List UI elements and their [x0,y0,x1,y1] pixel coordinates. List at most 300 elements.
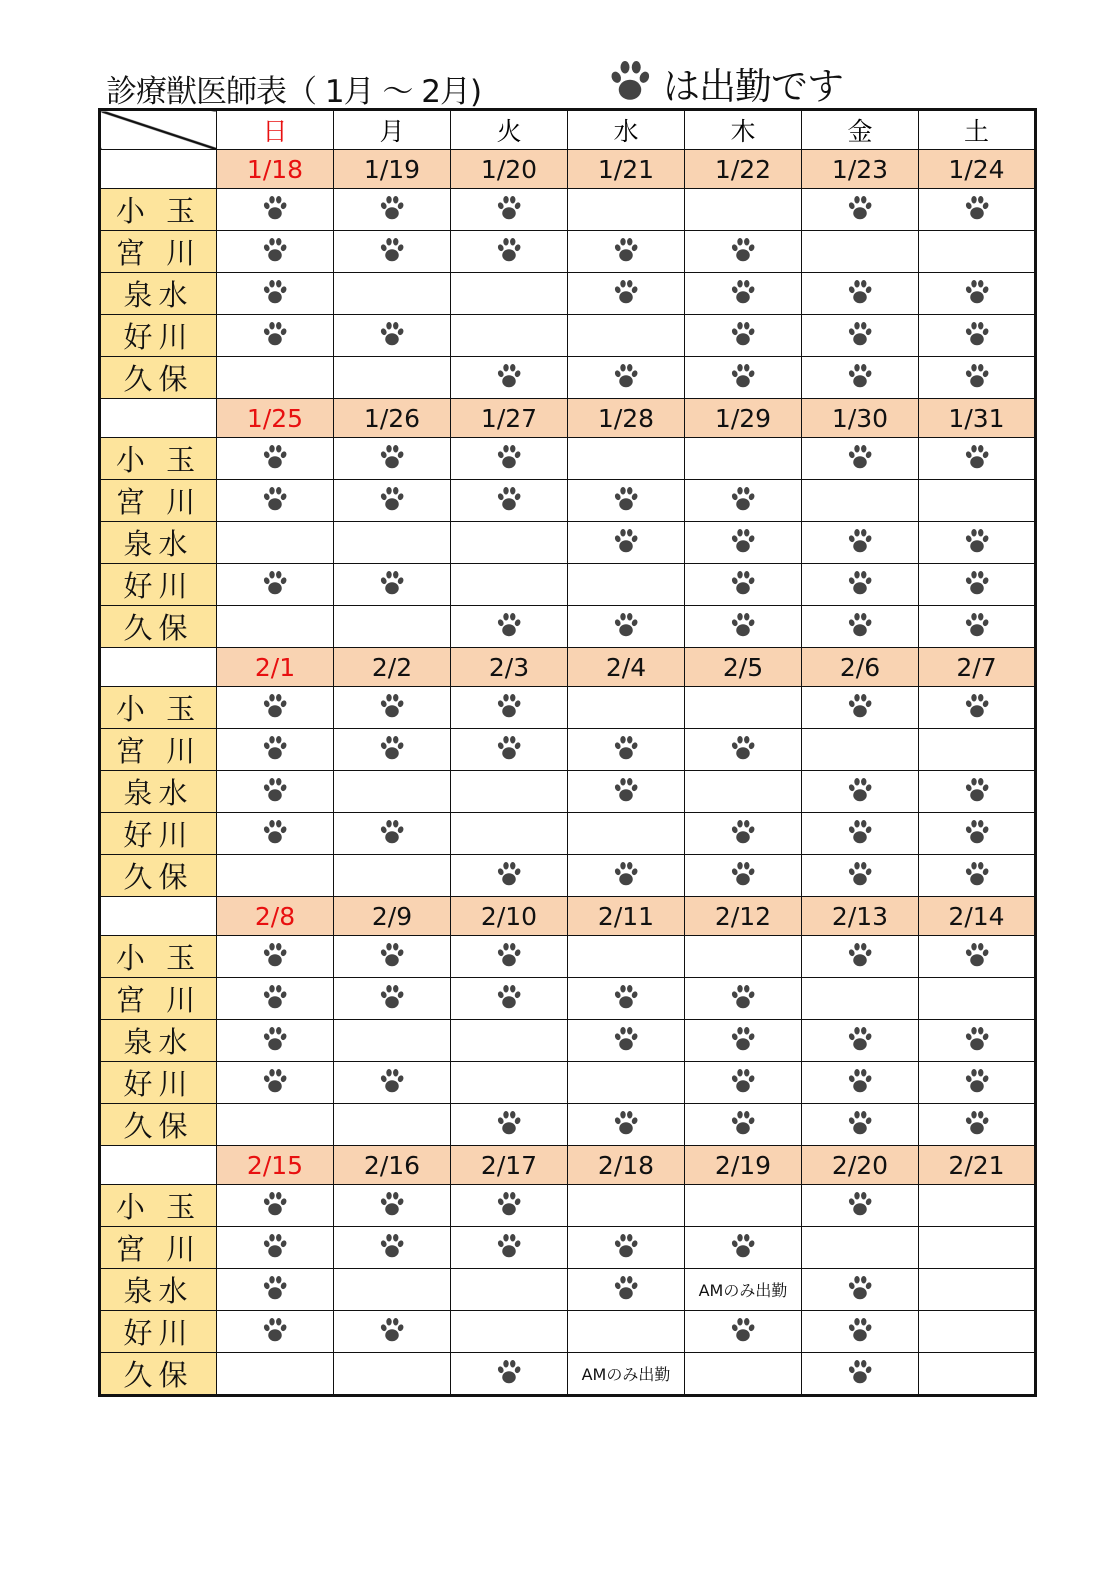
doctor-name: 久保 [100,1104,217,1146]
doctor-row [100,936,1036,978]
paw-icon [962,610,992,644]
doctor-row [100,564,1036,606]
shift-cell [919,438,1036,480]
shift-cell [217,813,334,855]
shift-cell [451,1269,568,1311]
paw-icon [494,193,524,227]
paw-icon [845,610,875,644]
date-cell: 1/28 [568,399,685,438]
shift-cell [802,1227,919,1269]
shift-cell [568,189,685,231]
paw-icon [845,277,875,311]
paw-icon [377,1315,407,1349]
date-cell: 2/10 [451,897,568,936]
paw-icon [260,319,290,353]
shift-cell [451,438,568,480]
date-row [100,399,1036,438]
shift-cell [334,231,451,273]
shift-cell [334,1104,451,1146]
shift-cell [451,1185,568,1227]
date-cell: 1/25 [217,399,334,438]
weekday-header-row [100,110,1036,150]
paw-icon [260,775,290,809]
paw-icon [728,1066,758,1100]
doctor-row [100,855,1036,897]
shift-cell [217,231,334,273]
shift-cell [919,1185,1036,1227]
paw-icon [728,1024,758,1058]
shift-cell [334,771,451,813]
shift-cell [451,978,568,1020]
blank-cell [100,648,217,687]
doctor-row [100,729,1036,771]
doctor-name: 好川 [100,564,217,606]
blank-cell [100,897,217,936]
shift-cell [568,1269,685,1311]
shift-cell [685,1104,802,1146]
paw-icon [377,1189,407,1223]
shift-cell [568,1104,685,1146]
date-cell: 1/20 [451,150,568,189]
paw-icon [494,982,524,1016]
paw-icon [962,859,992,893]
shift-cell [568,687,685,729]
shift-cell [802,231,919,273]
paw-icon [260,442,290,476]
paw-icon [845,940,875,974]
date-cell: 2/18 [568,1146,685,1185]
shift-cell [919,936,1036,978]
shift-cell [919,855,1036,897]
paw-icon [611,1273,641,1307]
paw-icon [962,940,992,974]
weekday-wed: 水 [568,110,685,150]
shift-cell [919,480,1036,522]
paw-icon [377,817,407,851]
doctor-row [100,1020,1036,1062]
shift-cell [568,771,685,813]
shift-cell [802,687,919,729]
doctor-name: 宮 川 [100,231,217,273]
paw-icon [260,733,290,767]
shift-cell [802,813,919,855]
paw-icon [845,319,875,353]
shift-cell [802,357,919,399]
paw-icon [845,193,875,227]
doctor-row [100,771,1036,813]
shift-cell [685,1227,802,1269]
shift-cell [334,855,451,897]
shift-cell [919,522,1036,564]
page-title: 診療獣医師表（ 1月 ～ 2月) [106,74,482,110]
paw-icon [728,1231,758,1265]
shift-cell [685,855,802,897]
paw-icon [611,526,641,560]
date-cell: 2/7 [919,648,1036,687]
doctor-row [100,1227,1036,1269]
shift-cell [451,1020,568,1062]
shift-cell [685,273,802,315]
shift-cell [919,1062,1036,1104]
paw-icon [845,1024,875,1058]
shift-cell [217,729,334,771]
shift-cell [334,564,451,606]
date-cell: 2/8 [217,897,334,936]
shift-cell [919,606,1036,648]
doctor-row [100,1185,1036,1227]
date-cell: 1/21 [568,150,685,189]
paw-icon [611,361,641,395]
date-cell: 1/24 [919,150,1036,189]
paw-icon [611,484,641,518]
paw-icon [494,1189,524,1223]
paw-icon [260,277,290,311]
shift-cell [451,231,568,273]
shift-cell [334,687,451,729]
shift-cell [685,978,802,1020]
shift-cell [919,564,1036,606]
shift-cell [802,564,919,606]
date-cell: 2/12 [685,897,802,936]
paw-icon [845,361,875,395]
shift-cell [802,1020,919,1062]
paw-icon [962,568,992,602]
paw-icon [377,235,407,269]
shift-cell [334,1185,451,1227]
shift-cell [334,1311,451,1353]
shift-cell [802,1185,919,1227]
paw-icon [611,982,641,1016]
paw-icon [260,1273,290,1307]
shift-cell [217,687,334,729]
doctor-row [100,606,1036,648]
shift-cell [919,315,1036,357]
shift-cell [334,273,451,315]
doctor-name: 好川 [100,315,217,357]
paw-icon [494,691,524,725]
shift-cell [217,1269,334,1311]
paw-icon [260,691,290,725]
paw-icon [962,1066,992,1100]
doctor-name: 久保 [100,357,217,399]
paw-icon [728,610,758,644]
doctor-row [100,1311,1036,1353]
shift-cell [217,189,334,231]
doctor-row [100,1104,1036,1146]
shift-cell [919,729,1036,771]
shift-cell [451,813,568,855]
date-cell: 2/19 [685,1146,802,1185]
date-row [100,1146,1036,1185]
paw-icon [728,568,758,602]
shift-cell [451,315,568,357]
paw-icon [260,1024,290,1058]
shift-cell [217,1185,334,1227]
paw-icon [962,361,992,395]
shift-cell [217,1020,334,1062]
doctor-name: 小 玉 [100,936,217,978]
doctor-name: 宮 川 [100,1227,217,1269]
paw-icon [377,733,407,767]
paw-icon [728,1315,758,1349]
shift-cell [451,1353,568,1396]
shift-cell [802,189,919,231]
date-cell: 2/15 [217,1146,334,1185]
paw-icon [377,1231,407,1265]
shift-cell [568,606,685,648]
shift-cell [685,1020,802,1062]
paw-icon [611,1231,641,1265]
shift-cell [802,480,919,522]
doctor-name: 泉水 [100,522,217,564]
paw-icon [377,982,407,1016]
shift-cell [334,813,451,855]
paw-icon [605,56,655,110]
weekday-tue: 火 [451,110,568,150]
shift-cell [802,606,919,648]
shift-cell [451,687,568,729]
paw-icon [260,568,290,602]
paw-icon [728,361,758,395]
doctor-name: 久保 [100,606,217,648]
shift-cell [451,606,568,648]
paw-icon [494,235,524,269]
paw-icon [260,193,290,227]
shift-cell [334,1020,451,1062]
shift-cell [334,1269,451,1311]
doctor-row [100,357,1036,399]
paw-icon [494,442,524,476]
paw-icon [845,691,875,725]
date-cell: 2/13 [802,897,919,936]
doctor-row [100,522,1036,564]
shift-cell [217,522,334,564]
shift-cell [217,1227,334,1269]
shift-cell [685,189,802,231]
shift-cell [451,357,568,399]
shift-cell [217,480,334,522]
shift-note: AMのみ出勤 [568,1353,685,1396]
shift-cell [568,855,685,897]
shift-cell [451,1062,568,1104]
doctor-name: 好川 [100,1311,217,1353]
paw-icon [728,817,758,851]
paw-icon [845,442,875,476]
date-cell: 2/17 [451,1146,568,1185]
shift-cell [802,855,919,897]
date-row [100,897,1036,936]
date-cell: 2/3 [451,648,568,687]
shift-cell [802,522,919,564]
weekday-thu: 木 [685,110,802,150]
paw-icon [845,1315,875,1349]
doctor-row [100,273,1036,315]
shift-cell [802,1311,919,1353]
shift-cell [685,771,802,813]
shift-cell [217,606,334,648]
shift-cell [451,771,568,813]
paw-icon [377,319,407,353]
shift-cell [685,813,802,855]
paw-icon [728,859,758,893]
doctor-row [100,813,1036,855]
paw-icon [962,277,992,311]
paw-icon [611,1108,641,1142]
weekday-mon: 月 [334,110,451,150]
shift-cell [568,1062,685,1104]
shift-cell [217,438,334,480]
paw-icon [845,859,875,893]
doctor-name: 宮 川 [100,729,217,771]
date-cell: 2/21 [919,1146,1036,1185]
shift-cell [802,315,919,357]
paw-icon [962,442,992,476]
shift-cell [568,231,685,273]
shift-cell [568,729,685,771]
paw-icon [377,940,407,974]
legend-text: は出勤です [663,65,843,108]
shift-cell [802,771,919,813]
shift-cell [451,564,568,606]
doctor-name: 宮 川 [100,480,217,522]
paw-icon [377,691,407,725]
paw-icon [962,1024,992,1058]
shift-cell [568,1227,685,1269]
shift-cell [802,1269,919,1311]
paw-icon [728,235,758,269]
shift-cell [217,564,334,606]
shift-cell [451,522,568,564]
shift-cell [919,273,1036,315]
paw-icon [260,1315,290,1349]
paw-icon [377,484,407,518]
shift-cell [568,1185,685,1227]
shift-cell [685,315,802,357]
doctor-name: 泉水 [100,1020,217,1062]
shift-cell [217,357,334,399]
date-cell: 1/23 [802,150,919,189]
weekday-fri: 金 [802,110,919,150]
doctor-row [100,1062,1036,1104]
shift-cell [217,855,334,897]
shift-cell [919,771,1036,813]
paw-icon [728,484,758,518]
doctor-name: 宮 川 [100,978,217,1020]
paw-icon [962,1108,992,1142]
shift-cell [919,1227,1036,1269]
shift-cell [568,813,685,855]
paw-icon [845,1108,875,1142]
shift-cell [568,978,685,1020]
shift-cell [451,936,568,978]
shift-cell [919,357,1036,399]
date-cell: 1/26 [334,399,451,438]
doctor-row [100,480,1036,522]
shift-cell [334,978,451,1020]
shift-cell [217,978,334,1020]
doctor-name: 久保 [100,855,217,897]
shift-cell [451,1104,568,1146]
shift-cell [334,480,451,522]
shift-cell [568,522,685,564]
shift-cell [451,480,568,522]
paw-icon [845,1273,875,1307]
shift-cell [451,1311,568,1353]
shift-cell [568,1020,685,1062]
paw-icon [728,733,758,767]
paw-icon [494,733,524,767]
date-cell: 2/4 [568,648,685,687]
paw-icon [260,1189,290,1223]
paw-icon [611,775,641,809]
shift-cell [802,438,919,480]
shift-cell [217,273,334,315]
doctor-row [100,315,1036,357]
shift-cell [568,936,685,978]
doctor-name: 小 玉 [100,687,217,729]
doctor-name: 好川 [100,813,217,855]
shift-cell [334,606,451,648]
shift-cell [217,1311,334,1353]
paw-icon [494,940,524,974]
shift-cell [217,1104,334,1146]
paw-icon [728,319,758,353]
weekday-sat: 土 [919,110,1036,150]
paw-icon [377,193,407,227]
paw-icon [962,691,992,725]
date-cell: 2/16 [334,1146,451,1185]
doctor-row [100,189,1036,231]
shift-cell [451,273,568,315]
paw-icon [494,859,524,893]
doctor-name: 泉水 [100,273,217,315]
shift-cell [802,1104,919,1146]
paw-icon [494,610,524,644]
date-cell: 2/5 [685,648,802,687]
paw-icon [611,859,641,893]
doctor-row [100,1353,1036,1396]
paw-icon [377,568,407,602]
shift-cell [685,231,802,273]
shift-cell [919,1269,1036,1311]
shift-cell [451,855,568,897]
doctor-row [100,231,1036,273]
paw-icon [728,1108,758,1142]
weekday-sun: 日 [217,110,334,150]
date-cell: 1/19 [334,150,451,189]
paw-icon [611,1024,641,1058]
shift-cell [919,978,1036,1020]
paw-icon [845,1357,875,1391]
shift-cell [919,687,1036,729]
paw-icon [260,1231,290,1265]
date-row [100,648,1036,687]
paw-icon [260,235,290,269]
shift-cell [217,315,334,357]
paw-icon [260,817,290,851]
doctor-row [100,978,1036,1020]
paw-icon [260,484,290,518]
shift-cell [685,1062,802,1104]
shift-cell [568,1311,685,1353]
date-cell: 2/6 [802,648,919,687]
shift-cell [685,564,802,606]
date-cell: 1/18 [217,150,334,189]
date-cell: 1/30 [802,399,919,438]
shift-cell [685,357,802,399]
doctor-name: 小 玉 [100,189,217,231]
shift-cell [334,189,451,231]
